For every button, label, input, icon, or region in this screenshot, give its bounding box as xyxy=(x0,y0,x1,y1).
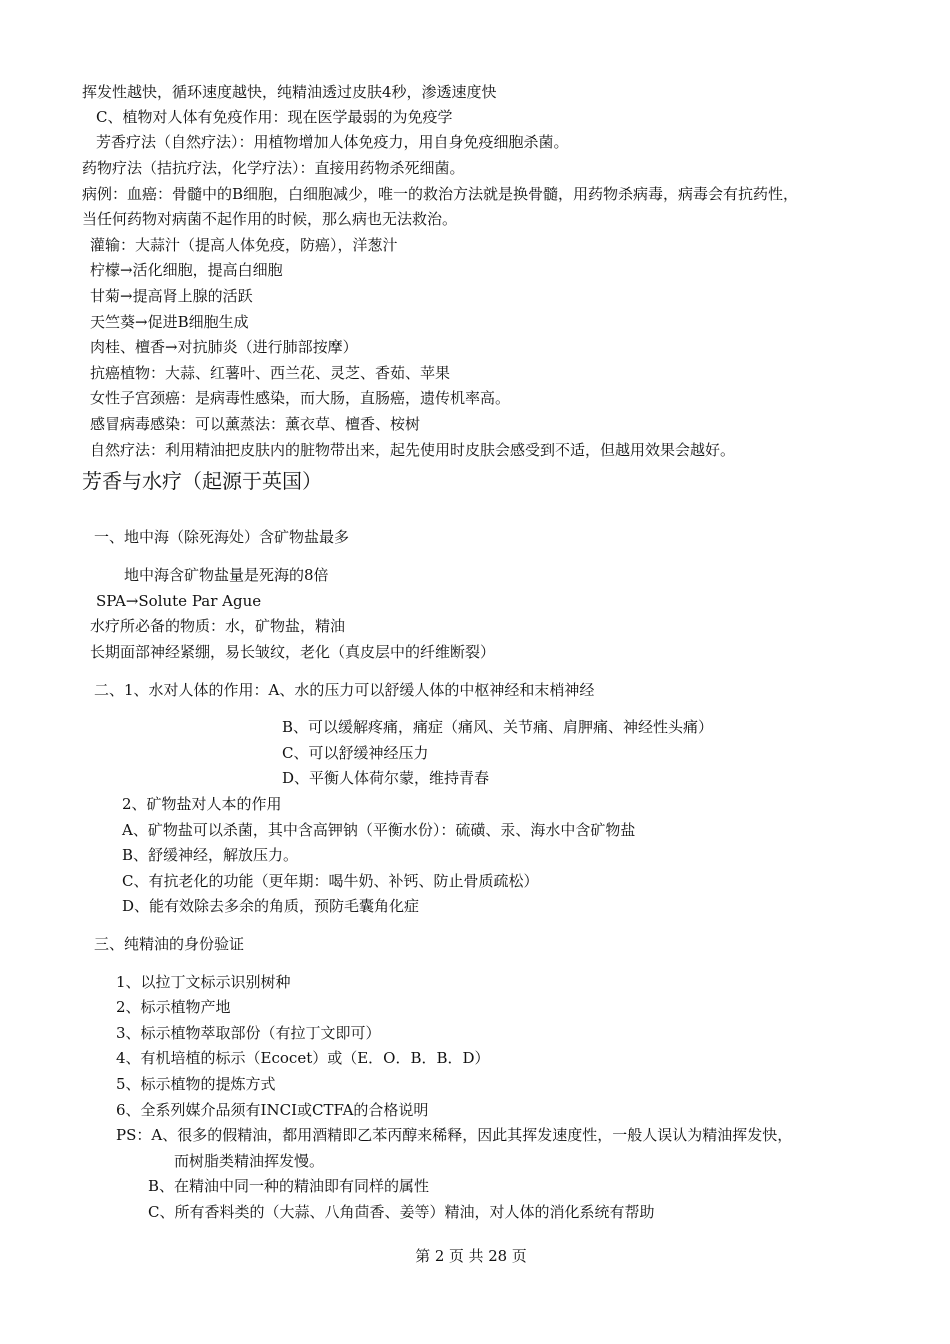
section-heading: 芳香与水疗（起源于英国） xyxy=(82,469,322,493)
text-line: 天竺葵→促进B细胞生成 xyxy=(90,313,249,331)
text-line: 药物疗法（拮抗疗法，化学疗法）：直接用药物杀死细菌。 xyxy=(82,159,465,177)
text-line: C、所有香料类的（大蒜、八角茴香、姜等）精油，对人体的消化系统有帮助 xyxy=(148,1203,655,1221)
page-footer: 第 2 页 共 28 页 xyxy=(415,1247,527,1265)
text-line: 而树脂类精油挥发慢。 xyxy=(174,1152,325,1170)
text-line: 一、地中海（除死海处）含矿物盐最多 xyxy=(94,528,350,546)
text-line: 女性子宫颈癌：是病毒性感染，而大肠，直肠癌，遗传机率高。 xyxy=(90,389,511,407)
text-line: 地中海含矿物盐量是死海的8倍 xyxy=(124,566,329,584)
text-line: 长期面部神经紧绷，易长皱纹，老化（真皮层中的纤维断裂） xyxy=(90,643,496,661)
text-line: 1、以拉丁文标示识别树种 xyxy=(116,973,291,991)
text-line: 灌输：大蒜汁（提高人体免疫，防癌），洋葱汁 xyxy=(90,236,398,254)
text-line: 抗癌植物：大蒜、红薯叶、西兰花、灵芝、香茹、苹果 xyxy=(90,364,451,382)
text-line: 水疗所必备的物质：水，矿物盐，精油 xyxy=(90,617,346,635)
text-line: 病例：血癌：骨髓中的B细胞，白细胞减少，唯一的救治方法就是换骨髓，用药物杀病毒，病毒会有抗药性， xyxy=(82,185,799,203)
text-line: 肉桂、檀香→对抗肺炎（进行肺部按摩） xyxy=(90,338,358,356)
text-line: 2、标示植物产地 xyxy=(116,998,231,1016)
text-line: C、植物对人体有免疫作用：现在医学最弱的为免疫学 xyxy=(96,108,453,126)
text-line: 三、纯精油的身份验证 xyxy=(94,935,245,953)
text-line: 当任何药物对病菌不起作用的时候，那么病也无法救治。 xyxy=(82,210,458,228)
text-line: SPA→Solute Par Ague xyxy=(96,592,262,610)
text-line: 二、1、水对人体的作用：A、水的压力可以舒缓人体的中枢神经和末梢神经 xyxy=(94,681,595,699)
text-line: 5、标示植物的提炼方式 xyxy=(116,1075,276,1093)
text-line: C、有抗老化的功能（更年期：喝牛奶、补钙、防止骨质疏松） xyxy=(122,872,539,890)
text-line: 芳香疗法（自然疗法）：用植物增加人体免疫力，用自身免疫细胞杀菌。 xyxy=(96,133,569,151)
text-line: D、平衡人体荷尔蒙，维持青春 xyxy=(282,769,490,787)
text-line: PS：A、很多的假精油，都用酒精即乙苯丙醇来稀释，因此其挥发速度性，一般人误认为精油挥发快， xyxy=(116,1126,793,1144)
text-line: 柠檬→活化细胞，提高白细胞 xyxy=(90,261,283,279)
text-line: 甘菊→提高肾上腺的活跃 xyxy=(90,287,253,305)
text-line: B、可以缓解疼痛，痛症（痛风、关节痛、肩胛痛、神经性头痛） xyxy=(282,718,714,736)
text-line: 6、全系列媒介品须有INCI或CTFA的合格说明 xyxy=(116,1101,429,1119)
text-line: 2、矿物盐对人本的作用 xyxy=(122,795,282,813)
text-line: D、能有效除去多余的角质，预防毛囊角化症 xyxy=(122,897,420,915)
text-line: B、在精油中同一种的精油即有同样的属性 xyxy=(148,1177,430,1195)
text-line: A、矿物盐可以杀菌，其中含高钾钠（平衡水份）：硫磺、汞、海水中含矿物盐 xyxy=(122,821,636,839)
text-line: 挥发性越快，循环速度越快，纯精油透过皮肤4秒，渗透速度快 xyxy=(82,83,497,101)
text-line: 自然疗法：利用精油把皮肤内的脏物带出来，起先使用时皮肤会感受到不适，但越用效果会越好。 xyxy=(90,441,736,459)
text-line: 3、标示植物萃取部份（有拉丁文即可） xyxy=(116,1024,381,1042)
text-line: B、舒缓神经，解放压力。 xyxy=(122,846,299,864)
text-line: C、可以舒缓神经压力 xyxy=(282,744,429,762)
text-line: 4、有机培植的标示（Ecocet）或（E．O．B．B．D） xyxy=(116,1049,490,1067)
text-line: 感冒病毒感染：可以薰蒸法：薰衣草、檀香、桉树 xyxy=(90,415,421,433)
